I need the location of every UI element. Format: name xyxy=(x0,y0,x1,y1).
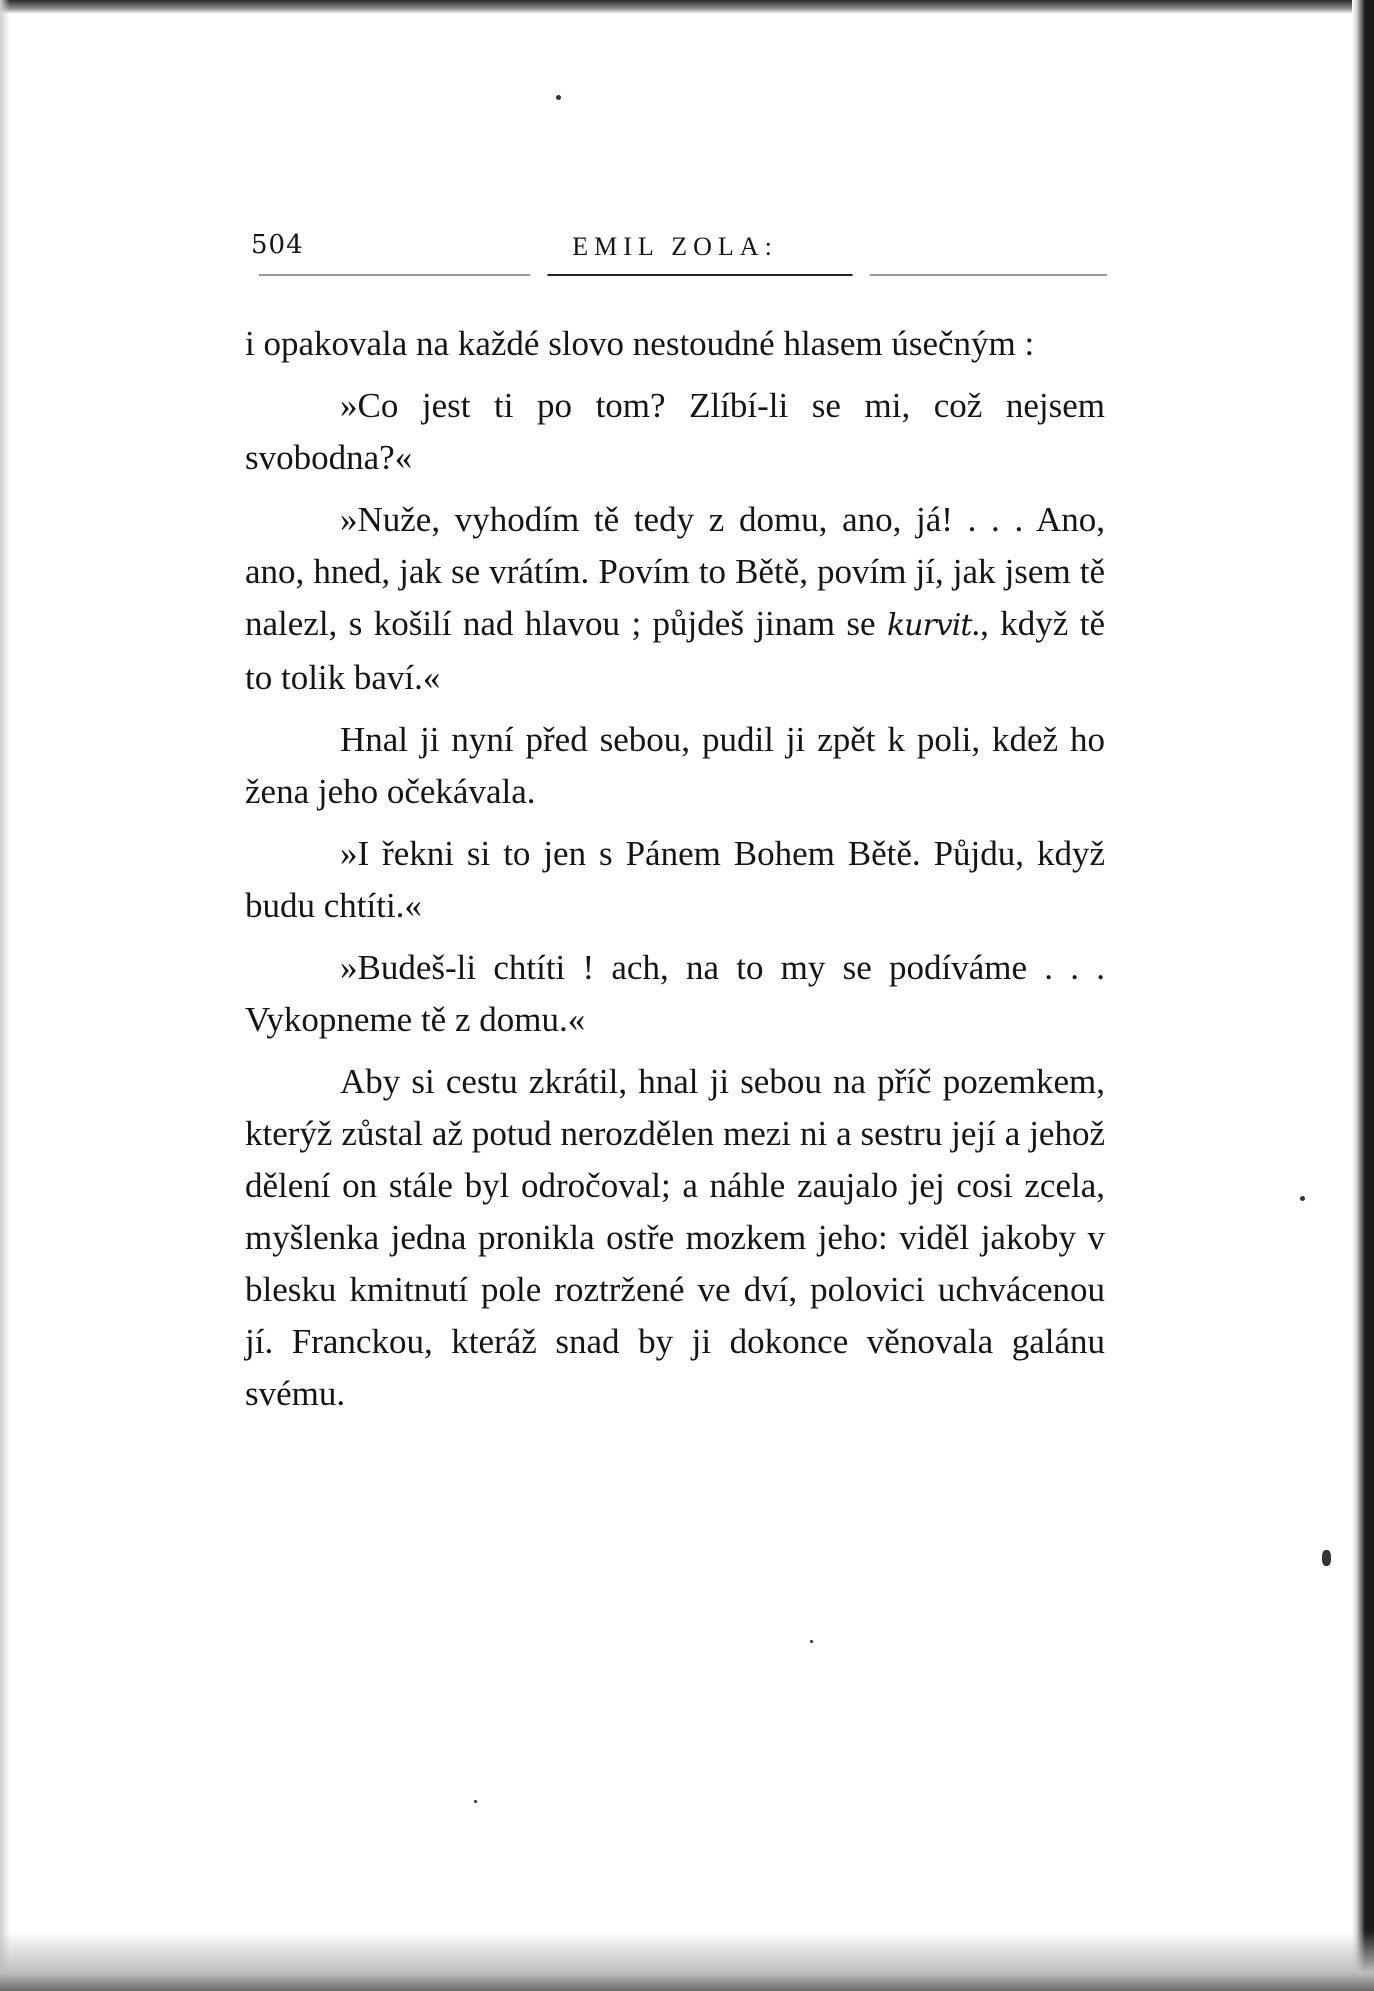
paragraph-text: ., když tě to tolik baví.« xyxy=(245,604,1105,697)
scan-speck xyxy=(556,95,561,100)
running-title: EMIL ZOLA: xyxy=(572,232,778,261)
paragraph: »Co jest ti po tom? Zlíbí-li se mi, což nejsem svobodna?« xyxy=(245,386,1105,477)
running-head xyxy=(245,222,1105,262)
paragraph xyxy=(245,494,1105,704)
paragraph: i opakovala na každé slovo nestoudné hlasem úsečným : xyxy=(245,324,1035,363)
paragraph: Aby si cestu zkrátil, hnal ji sebou na příč pozemkem, kterýž zůstal až potud nerozdělen mezi ni a sestru její a jehož dělení on stále byl odročoval; a náhle zaujalo jej cosi zcela, myšlenka jedna pronikla ostře mozkem jeho: viděl jakoby v blesku kmitnutí pole roztržené ve dví, polovici uchvácenou jí. Franckou, kteráž snad by ji dokonce věnovala galánu svému. xyxy=(245,1062,1105,1413)
header-rule xyxy=(259,274,1107,276)
scan-speck xyxy=(1300,1196,1305,1201)
paragraph: Hnal ji nyní před sebou, pudil ji zpět k poli, kdež ho žena jeho očekávala. xyxy=(245,720,1105,811)
handwritten-insertion: kurvit xyxy=(886,608,972,643)
scan-speck xyxy=(474,1800,477,1803)
scan-edge-top xyxy=(0,0,1374,14)
scan-edge-bottom xyxy=(0,1931,1374,1991)
scan-edge-right xyxy=(1352,0,1374,1991)
scan-speck xyxy=(1322,1550,1331,1566)
paragraph-text: »Nuže, vyhodím tě tedy z domu, ano, já! . . . Ano, ano, hned, jak se vrátím. Povím to Bětě, povím jí, jak jsem tě nalezl, s košilí nad hlavou ; půjdeš jinam se xyxy=(245,500,1105,643)
body-text xyxy=(245,318,1105,1420)
page-number: 504 xyxy=(251,230,304,260)
scan-edge-left xyxy=(0,0,10,1991)
paragraph: »I řekni si to jen s Pánem Bohem Bětě. Půjdu, když budu chtíti.« xyxy=(245,834,1105,925)
book-page xyxy=(245,222,1105,1430)
paragraph: »Budeš-li chtíti ! ach, na to my se podíváme . . . Vykopneme tě z domu.« xyxy=(245,948,1105,1039)
scan-speck xyxy=(810,1640,813,1643)
